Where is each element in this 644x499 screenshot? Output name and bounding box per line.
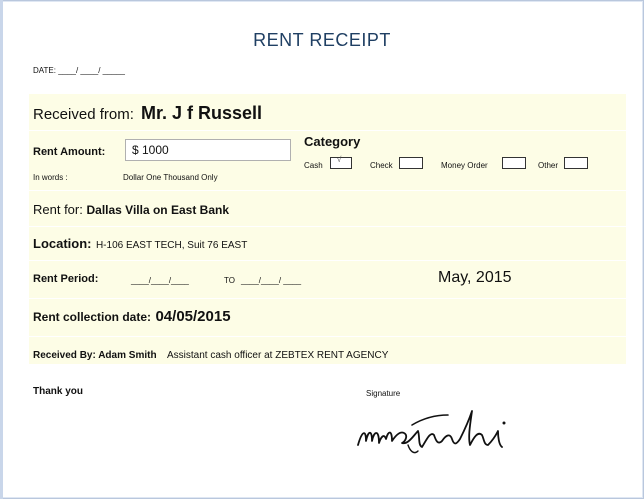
in-words-label: In words : (33, 173, 68, 182)
row-divider (29, 226, 626, 227)
category-other-label: Other (538, 161, 559, 170)
received-by-label: Received By: Adam Smith (33, 350, 157, 361)
window-edge (0, 0, 3, 499)
collection-date-value: 04/05/2015 (155, 308, 231, 325)
rent-period-from: ____/____/____ (131, 276, 189, 285)
rent-amount-label: Rent Amount: (33, 146, 106, 158)
date-line: DATE: ____/ ____/ _____ (33, 66, 125, 75)
location-row (33, 235, 247, 253)
rent-period-to-label: TO (224, 276, 235, 285)
location-value: H-106 EAST TECH, Suit 76 EAST (95, 240, 248, 251)
row-divider (29, 336, 626, 337)
row-divider (29, 190, 626, 191)
collection-date-row (33, 308, 231, 326)
rent-period-label: Rent Period: (33, 273, 99, 285)
signature-label: Signature (366, 389, 401, 398)
row-divider (29, 130, 626, 131)
category-other-checkbox[interactable] (564, 157, 588, 169)
rent-period-month: May, 2015 (438, 269, 512, 286)
category-money-order-checkbox[interactable] (502, 157, 526, 169)
received-from-label: Received from: (33, 106, 134, 123)
checkmark-icon: √ (337, 155, 342, 164)
category-money-order-label: Money Order (441, 161, 488, 170)
rent-for-label: Rent for: (33, 202, 83, 217)
rent-period-to: ____/____/ ____ (241, 276, 302, 285)
received-by-row (33, 345, 388, 363)
rent-for-row (33, 202, 229, 217)
rent-amount-field[interactable]: $ 1000 (125, 139, 291, 161)
category-label: Category (304, 134, 361, 149)
category-cash-checkbox[interactable] (330, 157, 352, 169)
category-check-label: Check (370, 161, 393, 170)
category-check-checkbox[interactable] (399, 157, 423, 169)
page-title: RENT RECEIPT (253, 30, 391, 50)
thank-you-text: Thank you (33, 386, 84, 397)
received-from-value: Mr. J f Russell (141, 103, 263, 123)
received-by-value: Assistant cash officer at ZEBTEX RENT AGENCY (167, 350, 389, 361)
row-divider (29, 260, 626, 261)
row-divider (29, 298, 626, 299)
rent-for-value: Dallas Villa on East Bank (86, 203, 229, 217)
collection-date-label: Rent collection date: (33, 310, 152, 324)
in-words-value: Dollar One Thousand Only (123, 173, 218, 182)
location-label: Location: (33, 236, 92, 251)
handwritten-signature (352, 401, 512, 457)
category-cash-label: Cash (304, 161, 323, 170)
